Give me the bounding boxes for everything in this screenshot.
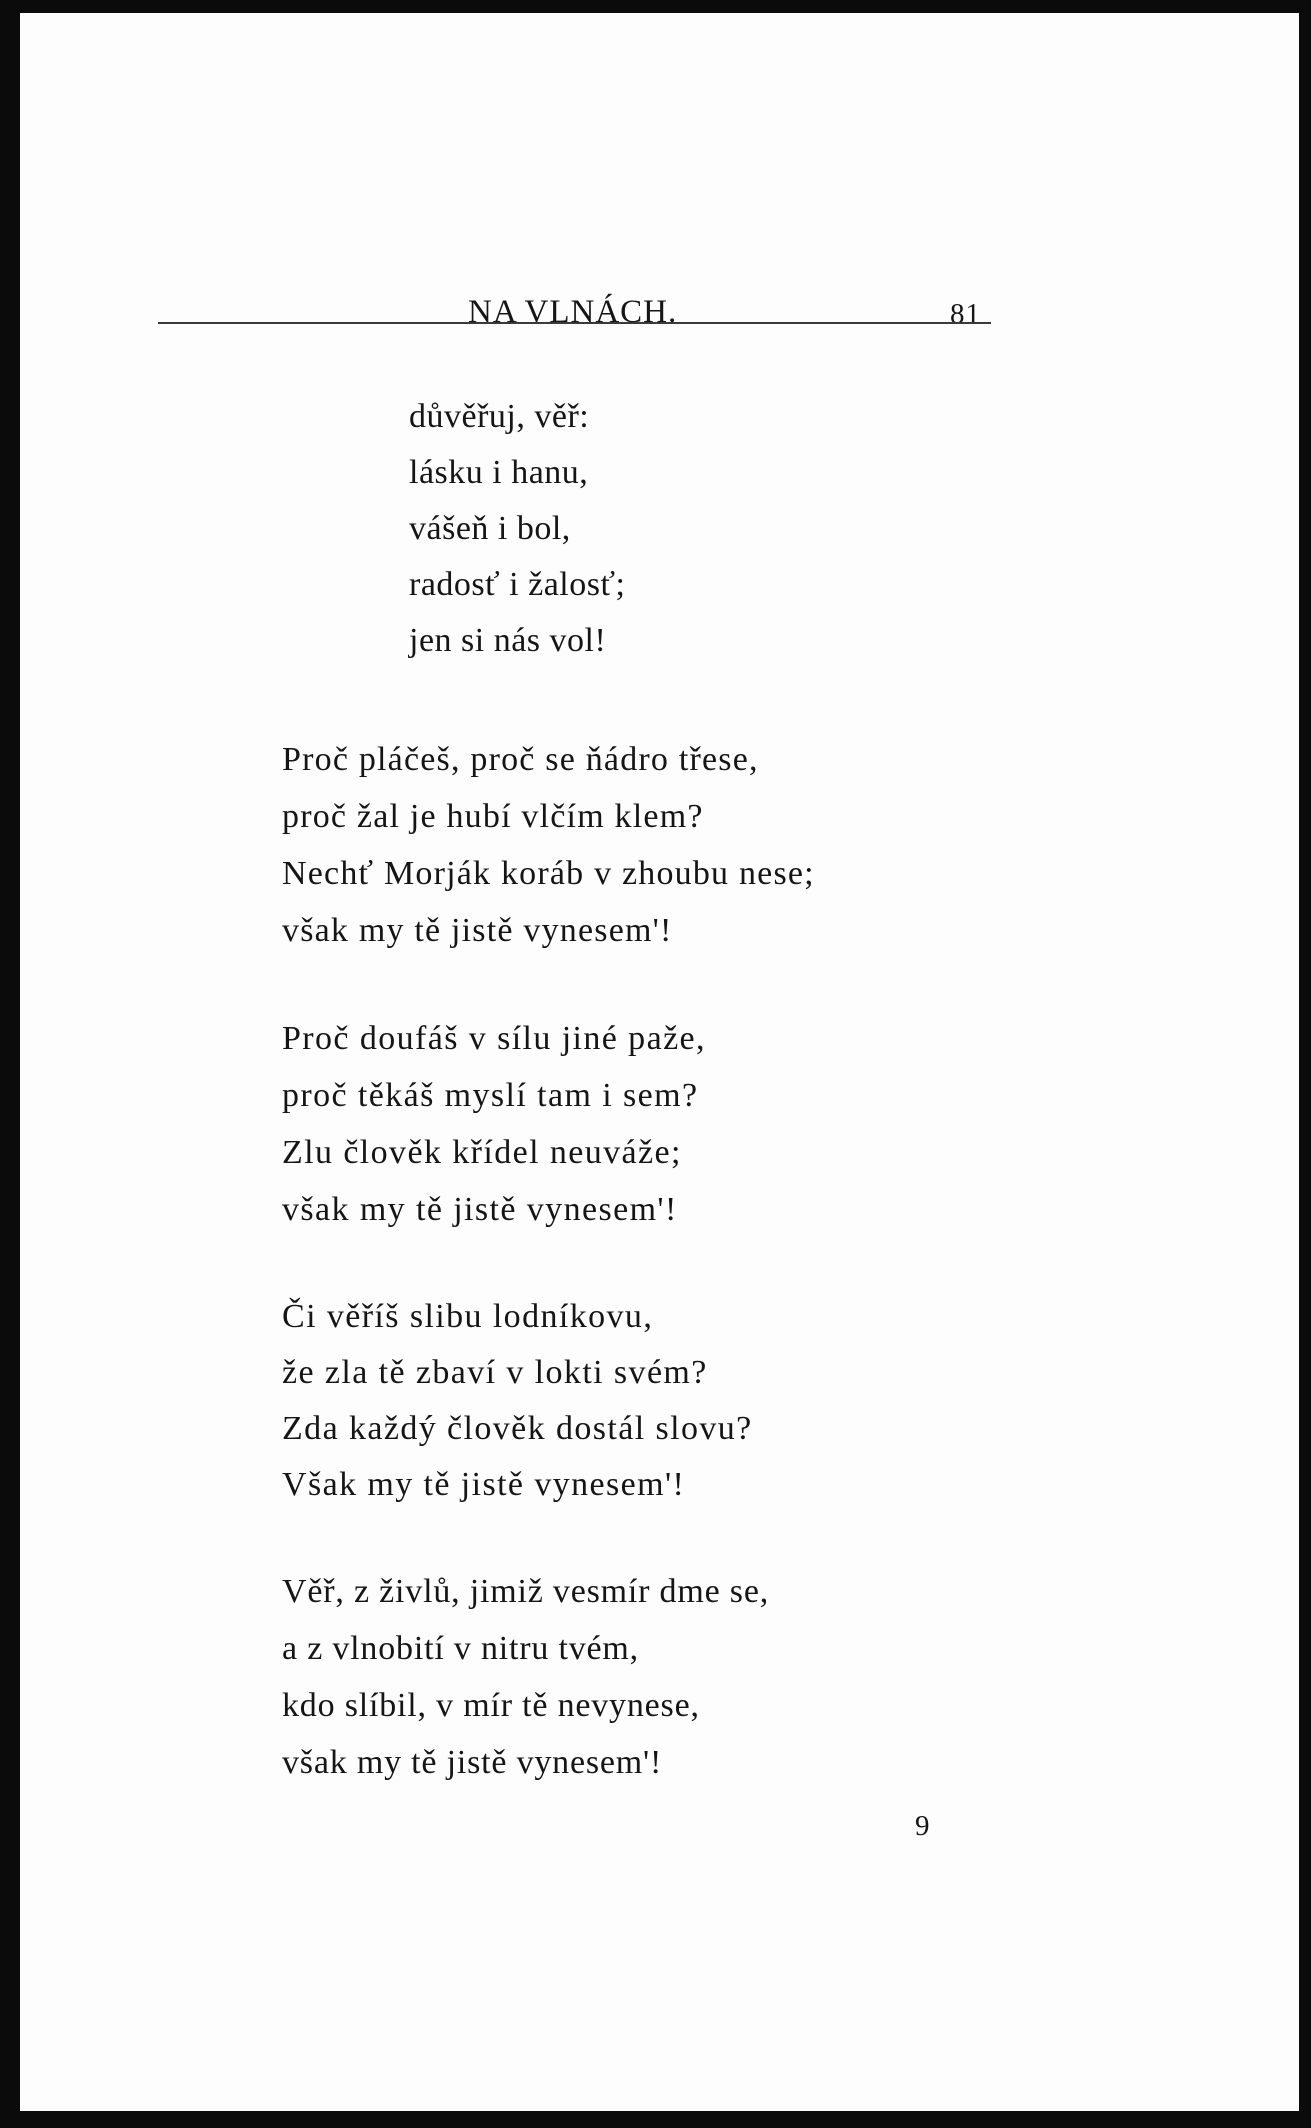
poem-line: Však my tě jistě vynesem'! — [282, 1466, 686, 1503]
stanza-5 — [282, 1563, 769, 1791]
poem-line: Zda každý člověk dostál slovu? — [282, 1410, 753, 1447]
poem-line: a z vlnobití v nitru tvém, — [282, 1630, 639, 1667]
stanza-2 — [282, 731, 815, 959]
poem-line: kdo slíbil, v mír tě nevynese, — [282, 1687, 700, 1724]
signature-mark: 9 — [915, 1810, 930, 1842]
poem-line: že zla tě zbaví v lokti svém? — [282, 1354, 708, 1391]
poem-line: Věř, z živlů, jimiž vesmír dme se, — [282, 1573, 770, 1610]
poem-line: jen si nás vol! — [409, 622, 607, 659]
page-number: 81 — [950, 298, 981, 330]
stanza-3 — [282, 1010, 706, 1238]
poem-line: Zlu člověk křídel neuváže; — [282, 1134, 682, 1171]
poem-line: Či věříš slibu lodníkovu, — [282, 1298, 654, 1335]
poem-line: radosť i žalosť; — [409, 566, 626, 603]
poem-line: důvěřuj, věř: — [409, 398, 590, 435]
poem-line: však my tě jistě vynesem'! — [282, 1191, 678, 1228]
poem-line: však my tě jistě vynesem'! — [282, 1744, 663, 1781]
poem-line: Nechť Morják koráb v zhoubu nese; — [282, 855, 815, 892]
poem-line: vášeň i bol, — [409, 510, 571, 547]
poem-line: lásku i hanu, — [409, 454, 589, 491]
poem-line: proč těkáš myslí tam i sem? — [282, 1077, 699, 1114]
poem-line: proč žal je hubí vlčím klem? — [282, 798, 704, 835]
header-rule — [158, 322, 991, 324]
chapter-title: NA VLNÁCH. — [468, 294, 678, 330]
stanza-1 — [409, 389, 625, 669]
poem-line: Proč doufáš v sílu jiné paže, — [282, 1020, 706, 1057]
running-head — [20, 294, 1299, 334]
poem-line: však my tě jistě vynesem'! — [282, 912, 673, 949]
stanza-4 — [282, 1289, 753, 1513]
poem-line: Proč pláčeš, proč se ňádro třese, — [282, 741, 759, 778]
